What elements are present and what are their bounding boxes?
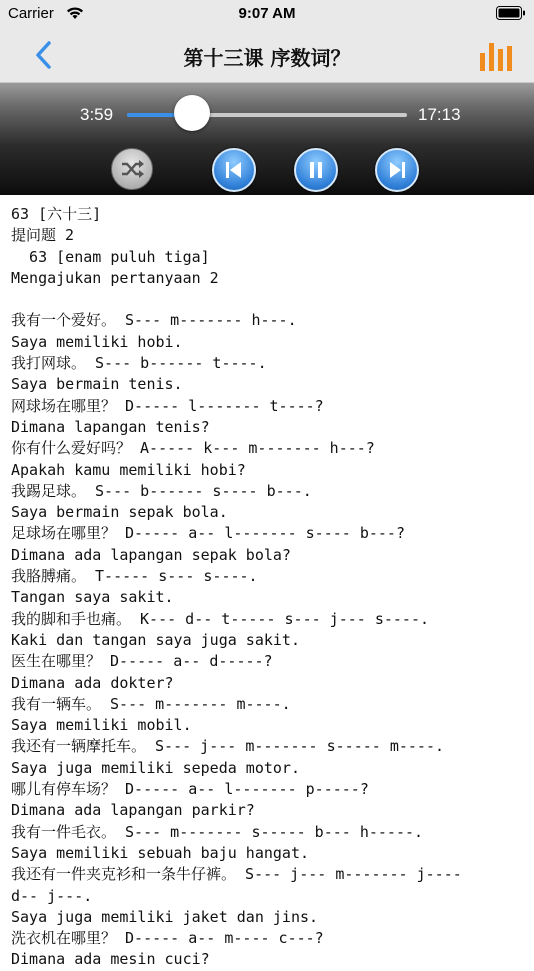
text-line: 63 [六十三] <box>11 205 102 223</box>
text-line: Dimana ada lapangan sepak bola? <box>11 545 291 564</box>
text-line: Dimana lapangan tenis? <box>11 417 210 436</box>
equalizer-icon[interactable] <box>480 39 512 71</box>
text-line: Saya juga memiliki jaket dan jins. <box>11 907 319 926</box>
text-line: 我胳膊痛。 T----- s--- s----. <box>11 567 258 586</box>
status-bar <box>0 0 534 28</box>
text-line: 我有一辆车。 S--- m------- m----. <box>11 694 291 713</box>
text-line: Saya memiliki mobil. <box>11 716 192 735</box>
text-line: 你有什么爱好吗？ A----- k--- m------- h---? <box>11 439 375 458</box>
previous-icon <box>214 150 254 190</box>
text-line: Saya bermain sepak bola. <box>11 503 228 522</box>
text-line: Mengajukan pertanyaan 2 <box>11 268 219 287</box>
previous-button[interactable] <box>212 148 256 192</box>
text-line: d-- j---. <box>11 886 93 905</box>
text-line: 我打网球。 S--- b------ t----. <box>11 354 267 373</box>
audio-player <box>0 83 534 195</box>
progress-slider[interactable] <box>127 113 407 117</box>
text-line: Saya juga memiliki sepeda motor. <box>11 758 300 777</box>
text-line: 医生在哪里？ D----- a-- d-----? <box>11 652 273 671</box>
next-button[interactable] <box>375 148 419 192</box>
carrier-label: Carrier <box>8 5 54 22</box>
next-icon <box>377 150 417 190</box>
text-line: 网球场在哪里？ D----- l------- t----? <box>11 396 324 415</box>
text-line: Saya bermain tenis. <box>11 375 183 394</box>
text-line: 我踢足球。 S--- b------ s---- b---. <box>11 481 312 500</box>
text-line: 我的脚和手也痛。 K--- d-- t----- s--- j--- s----. <box>11 609 430 628</box>
text-line: 洗衣机在哪里？ D----- a-- m---- c---? <box>11 929 324 948</box>
lesson-text <box>11 204 526 969</box>
text-line: 我有一个爱好。 S--- m------- h---. <box>11 311 297 330</box>
text-line: 足球场在哪里？ D----- a-- l------- s---- b---? <box>11 524 405 543</box>
text-line: Dimana ada dokter? <box>11 673 174 692</box>
text-line: Tangan saya sakit. <box>11 588 174 607</box>
pause-icon <box>296 150 336 190</box>
pause-button[interactable] <box>294 148 338 192</box>
text-line: 63 [enam puluh tiga] <box>11 247 210 266</box>
text-line: Saya memiliki sebuah baju hangat. <box>11 843 310 862</box>
text-line: 我有一件毛衣。 S--- m------- s----- b--- h-----. <box>11 822 424 841</box>
shuffle-icon <box>112 149 152 189</box>
text-line: 我还有一辆摩托车。 S--- j--- m------- s----- m----. <box>11 737 445 756</box>
battery-icon <box>496 6 526 20</box>
clock: 9:07 AM <box>238 5 296 22</box>
text-line: 哪儿有停车场？ D----- a-- l------- p-----? <box>11 780 369 799</box>
text-line: Saya memiliki hobi. <box>11 332 183 351</box>
text-line: 提问题 2 <box>11 226 75 245</box>
text-line: Apakah kamu memiliki hobi? <box>11 460 246 479</box>
progress-thumb[interactable] <box>174 95 210 131</box>
text-line: Dimana ada lapangan parkir? <box>11 801 255 820</box>
lesson-title: 第十三课 序数词？ <box>183 46 351 70</box>
current-time: 3:59 <box>80 105 114 124</box>
text-line: Kaki dan tangan saya juga sakit. <box>11 630 300 649</box>
shuffle-button[interactable] <box>111 148 153 190</box>
navigation-bar <box>0 28 534 83</box>
text-line: Dimana ada mesin cuci? <box>11 950 210 969</box>
total-time: 17:13 <box>418 105 461 124</box>
text-line: 我还有一件夹克衫和一条牛仔裤。 S--- j--- m------- j---- <box>11 865 462 884</box>
text-line <box>11 289 526 310</box>
